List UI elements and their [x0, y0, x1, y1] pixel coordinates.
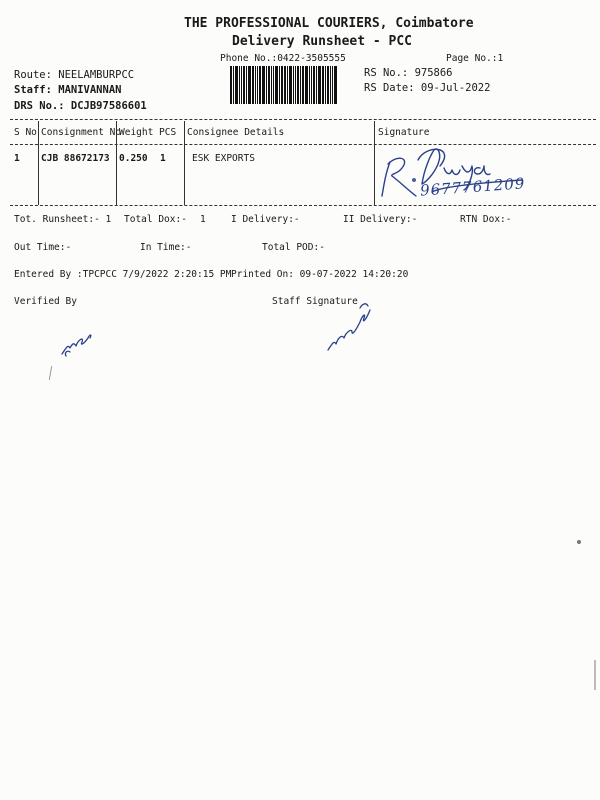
barcode-bar	[230, 66, 232, 104]
total-dox-label: Total Dox:-	[124, 214, 187, 225]
column-header-weight: Weight	[119, 127, 154, 138]
barcode-bar	[252, 66, 254, 104]
barcode-bar	[334, 66, 337, 104]
row-consignee: ESK EXPORTS	[192, 153, 255, 164]
barcode-bar	[279, 66, 280, 104]
barcode-bar	[287, 66, 288, 104]
barcode-bar	[302, 66, 304, 104]
route: Route: NEELAMBURPCC	[14, 69, 135, 81]
row-sno: 1	[14, 153, 20, 164]
barcode-bar	[309, 66, 310, 104]
barcode-bar	[255, 66, 256, 104]
barcode	[230, 66, 340, 104]
column-header-consignment: Consignment No	[41, 127, 122, 138]
barcode-bar	[257, 66, 258, 104]
table-column-divider	[38, 121, 39, 205]
verified-by-signature	[58, 326, 98, 362]
barcode-bar	[262, 66, 265, 104]
phone-number: Phone No.:0422-3505555	[220, 53, 346, 64]
barcode-bar	[313, 66, 315, 104]
total-dox-value: 1	[200, 214, 206, 225]
column-header-sno: S No	[14, 127, 37, 138]
barcode-bar	[268, 66, 270, 104]
barcode-bar	[266, 66, 267, 104]
ii-delivery: II Delivery:-	[343, 214, 418, 225]
table-top-rule	[10, 119, 596, 120]
barcode-bar	[305, 66, 308, 104]
verified-by-label: Verified By	[14, 296, 77, 307]
printed-on: Printed On: 09-07-2022 14:20:20	[231, 269, 409, 280]
barcode-bar	[293, 66, 294, 104]
page-number: Page No.:1	[446, 53, 504, 64]
staff-signature	[322, 300, 374, 356]
barcode-bar	[281, 66, 283, 104]
receiver-phone-handwritten: 9677761209	[419, 174, 526, 200]
barcode-bar	[318, 66, 321, 104]
barcode-bar	[246, 66, 247, 104]
column-header-signature: Signature	[378, 127, 430, 138]
barcode-bar	[332, 66, 333, 104]
barcode-bar	[233, 66, 234, 104]
staff-signature-label: Staff Signature	[272, 296, 358, 307]
barcode-bar	[241, 66, 242, 104]
barcode-bar	[271, 66, 272, 104]
rs-date: RS Date: 09-Jul-2022	[364, 82, 491, 94]
table-column-divider	[184, 121, 185, 205]
row-weight: 0.250	[119, 153, 148, 164]
scan-speck	[577, 540, 581, 544]
barcode-bar	[243, 66, 245, 104]
barcode-bar	[300, 66, 301, 104]
barcode-bar	[325, 66, 326, 104]
pen-mark	[49, 366, 52, 380]
rtn-dox: RTN Dox:-	[460, 214, 512, 225]
out-time: Out Time:-	[14, 242, 72, 253]
scan-edge-mark	[594, 660, 596, 690]
total-pod: Total POD:-	[262, 242, 325, 253]
i-delivery: I Delivery:-	[231, 214, 300, 225]
in-time: In Time:-	[140, 242, 192, 253]
column-header-consignee: Consignee Details	[187, 127, 285, 138]
entered-by: Entered By :TPCPCC 7/9/2022 2:20:15 PM	[14, 269, 232, 280]
barcode-bar	[330, 66, 331, 104]
barcode-bar	[295, 66, 296, 104]
barcode-bar	[316, 66, 317, 104]
total-runsheet: Tot. Runsheet:- 1	[14, 214, 112, 225]
barcode-bar	[275, 66, 278, 104]
barcode-bar	[235, 66, 238, 104]
company-title: THE PROFESSIONAL COURIERS, Coimbatore	[184, 16, 474, 31]
barcode-bar	[284, 66, 286, 104]
document-title: Delivery Runsheet - PCC	[232, 34, 413, 49]
barcode-bar	[239, 66, 240, 104]
barcode-bar	[327, 66, 329, 104]
barcode-bar	[297, 66, 299, 104]
barcode-bar	[273, 66, 274, 104]
column-header-pcs: PCS	[159, 127, 177, 138]
barcode-bar	[259, 66, 261, 104]
row-pcs: 1	[160, 153, 166, 164]
rs-number: RS No.: 975866	[364, 67, 453, 79]
row-consignment: CJB 88672173	[41, 153, 110, 164]
drs-number: DRS No.: DCJB97586601	[14, 100, 147, 112]
staff: Staff: MANIVANNAN	[14, 84, 122, 96]
barcode-bar	[248, 66, 251, 104]
barcode-bar	[311, 66, 312, 104]
barcode-bar	[322, 66, 324, 104]
barcode-bar	[289, 66, 292, 104]
